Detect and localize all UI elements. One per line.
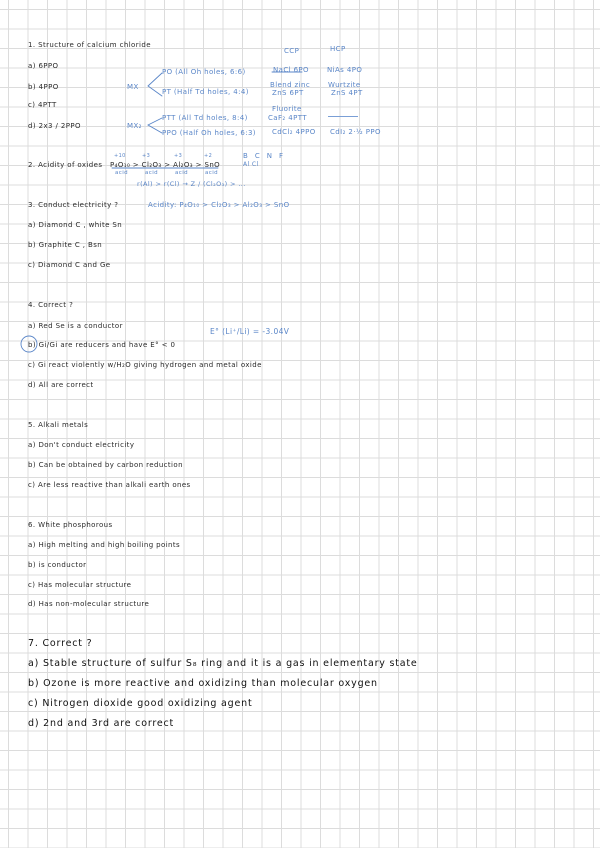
q4-option-a: a) Red Se is a conductor [28, 322, 123, 330]
answer-circle-4b [21, 336, 37, 352]
q1-note-ptt: PTT (All Td holes, 8:4) [162, 114, 248, 122]
q1-note-wurtzite: Wurtzite [328, 81, 361, 89]
q3-title: 3. Conduct electricity ? [28, 201, 119, 209]
q2-radius-note: r(Al) > r(Cl) → Z / (Cl₂O₃) > ... [137, 180, 246, 188]
q1-note-caf2: CaF₂ 4PTT [268, 114, 307, 122]
q2-ox-1: +10 [114, 153, 126, 159]
q4-title: 4. Correct ? [28, 301, 74, 309]
q7-option-b: b) Ozone is more reactive and oxidizing than molecular oxygen [28, 678, 378, 689]
q1-note-pt: PT (Half Td holes, 4:4) [162, 88, 249, 96]
q2-kind-4: acid [205, 170, 219, 176]
q1-note-nias: NiAs 4PO [327, 66, 363, 74]
q1-note-nacl: NaCl 6PO [273, 66, 309, 74]
q7-option-c: c) Nitrogen dioxide good oxidizing agent [28, 698, 253, 709]
q4-option-b: b) Gi/Gi are reducers and have E° < 0 [28, 341, 176, 349]
q7-option-d: d) 2nd and 3rd are correct [28, 718, 175, 729]
q2-ox-3: +3 [174, 153, 183, 159]
q1-note-mx2: MX₂ [127, 122, 142, 130]
q2-ox-2: +3 [142, 153, 151, 159]
q2-kind-3: acid [175, 170, 189, 176]
q3-option-c: c) Diamond C and Ge [28, 261, 111, 269]
q2-acidity-note: Acidity: P₄O₁₀ > Cl₂O₃ > Al₂O₃ > SnO [148, 201, 290, 209]
q6-option-b: b) is conductor [28, 561, 87, 569]
q2-kind-1: acid [115, 170, 129, 176]
q2-elements: B C N F [243, 152, 284, 160]
q4-option-c: c) Gi react violently w/H₂O giving hydrogen and metal oxide [28, 361, 262, 369]
q2-elements-row2: Al Cl [243, 161, 259, 168]
q2-kind-2: acid [145, 170, 159, 176]
mx2-bracket [148, 118, 162, 133]
q1-note-cdcl2: CdCl₂ 4PPO [272, 128, 316, 136]
q1-note-wurtzite-zns: ZnS 4PT [331, 89, 363, 97]
q1-note-hcp: HCP [330, 45, 346, 53]
q4-option-d: d) All are correct [28, 381, 94, 389]
q4-potential-note: E° (Li⁺/Li) = -3.04V [210, 327, 290, 336]
q1-option-b: b) 4PPO [28, 83, 59, 91]
q1-note-cdi2: CdI₂ 2·½ PPO [330, 128, 381, 136]
q1-note-mx: MX [127, 83, 139, 91]
q2-ox-4: +2 [204, 153, 213, 159]
mx-bracket [148, 73, 162, 96]
q7-title: 7. Correct ? [28, 638, 93, 649]
q3-option-b: b) Graphite C , Bsn [28, 241, 103, 249]
q1-note-po: PO (All Oh holes, 6:6) [162, 68, 246, 76]
q2-title: 2. Acidity of oxides [28, 161, 103, 169]
q1-option-d: d) 2x3 / 2PPO [28, 122, 81, 130]
q1-option-c: c) 4PTT [28, 101, 57, 109]
q6-option-d: d) Has non-molecular structure [28, 600, 150, 608]
q6-option-a: a) High melting and high boiling points [28, 541, 181, 549]
q5-option-a: a) Don't conduct electricity [28, 441, 135, 449]
q1-note-ppo: PPO (Half Oh holes, 6:3) [162, 129, 256, 137]
q1-note-blende: Blend zinc [270, 81, 311, 89]
q6-option-c: c) Has molecular structure [28, 581, 132, 589]
q1-title: 1. Structure of calcium chloride [28, 41, 151, 49]
q6-title: 6. White phosphorous [28, 521, 113, 529]
q7-option-a: a) Stable structure of sulfur S₈ ring and it is a gas in elementary state [28, 658, 418, 669]
q3-option-a: a) Diamond C , white Sn [28, 221, 123, 229]
q5-option-b: b) Can be obtained by carbon reduction [28, 461, 183, 469]
q1-note-ccp: CCP [284, 47, 300, 55]
q1-note-fluorite: Fluorite [272, 105, 302, 113]
q2-formula: P₄O₁₀ > Cl₂O₃ > Al₂O₃ > SnO [110, 161, 221, 169]
q5-title: 5. Alkali metals [28, 421, 89, 429]
q1-option-a: a) 6PPO [28, 62, 59, 70]
q1-note-blende-zns: ZnS 6PT [272, 89, 304, 97]
q5-option-c: c) Are less reactive than alkali earth ones [28, 481, 191, 489]
